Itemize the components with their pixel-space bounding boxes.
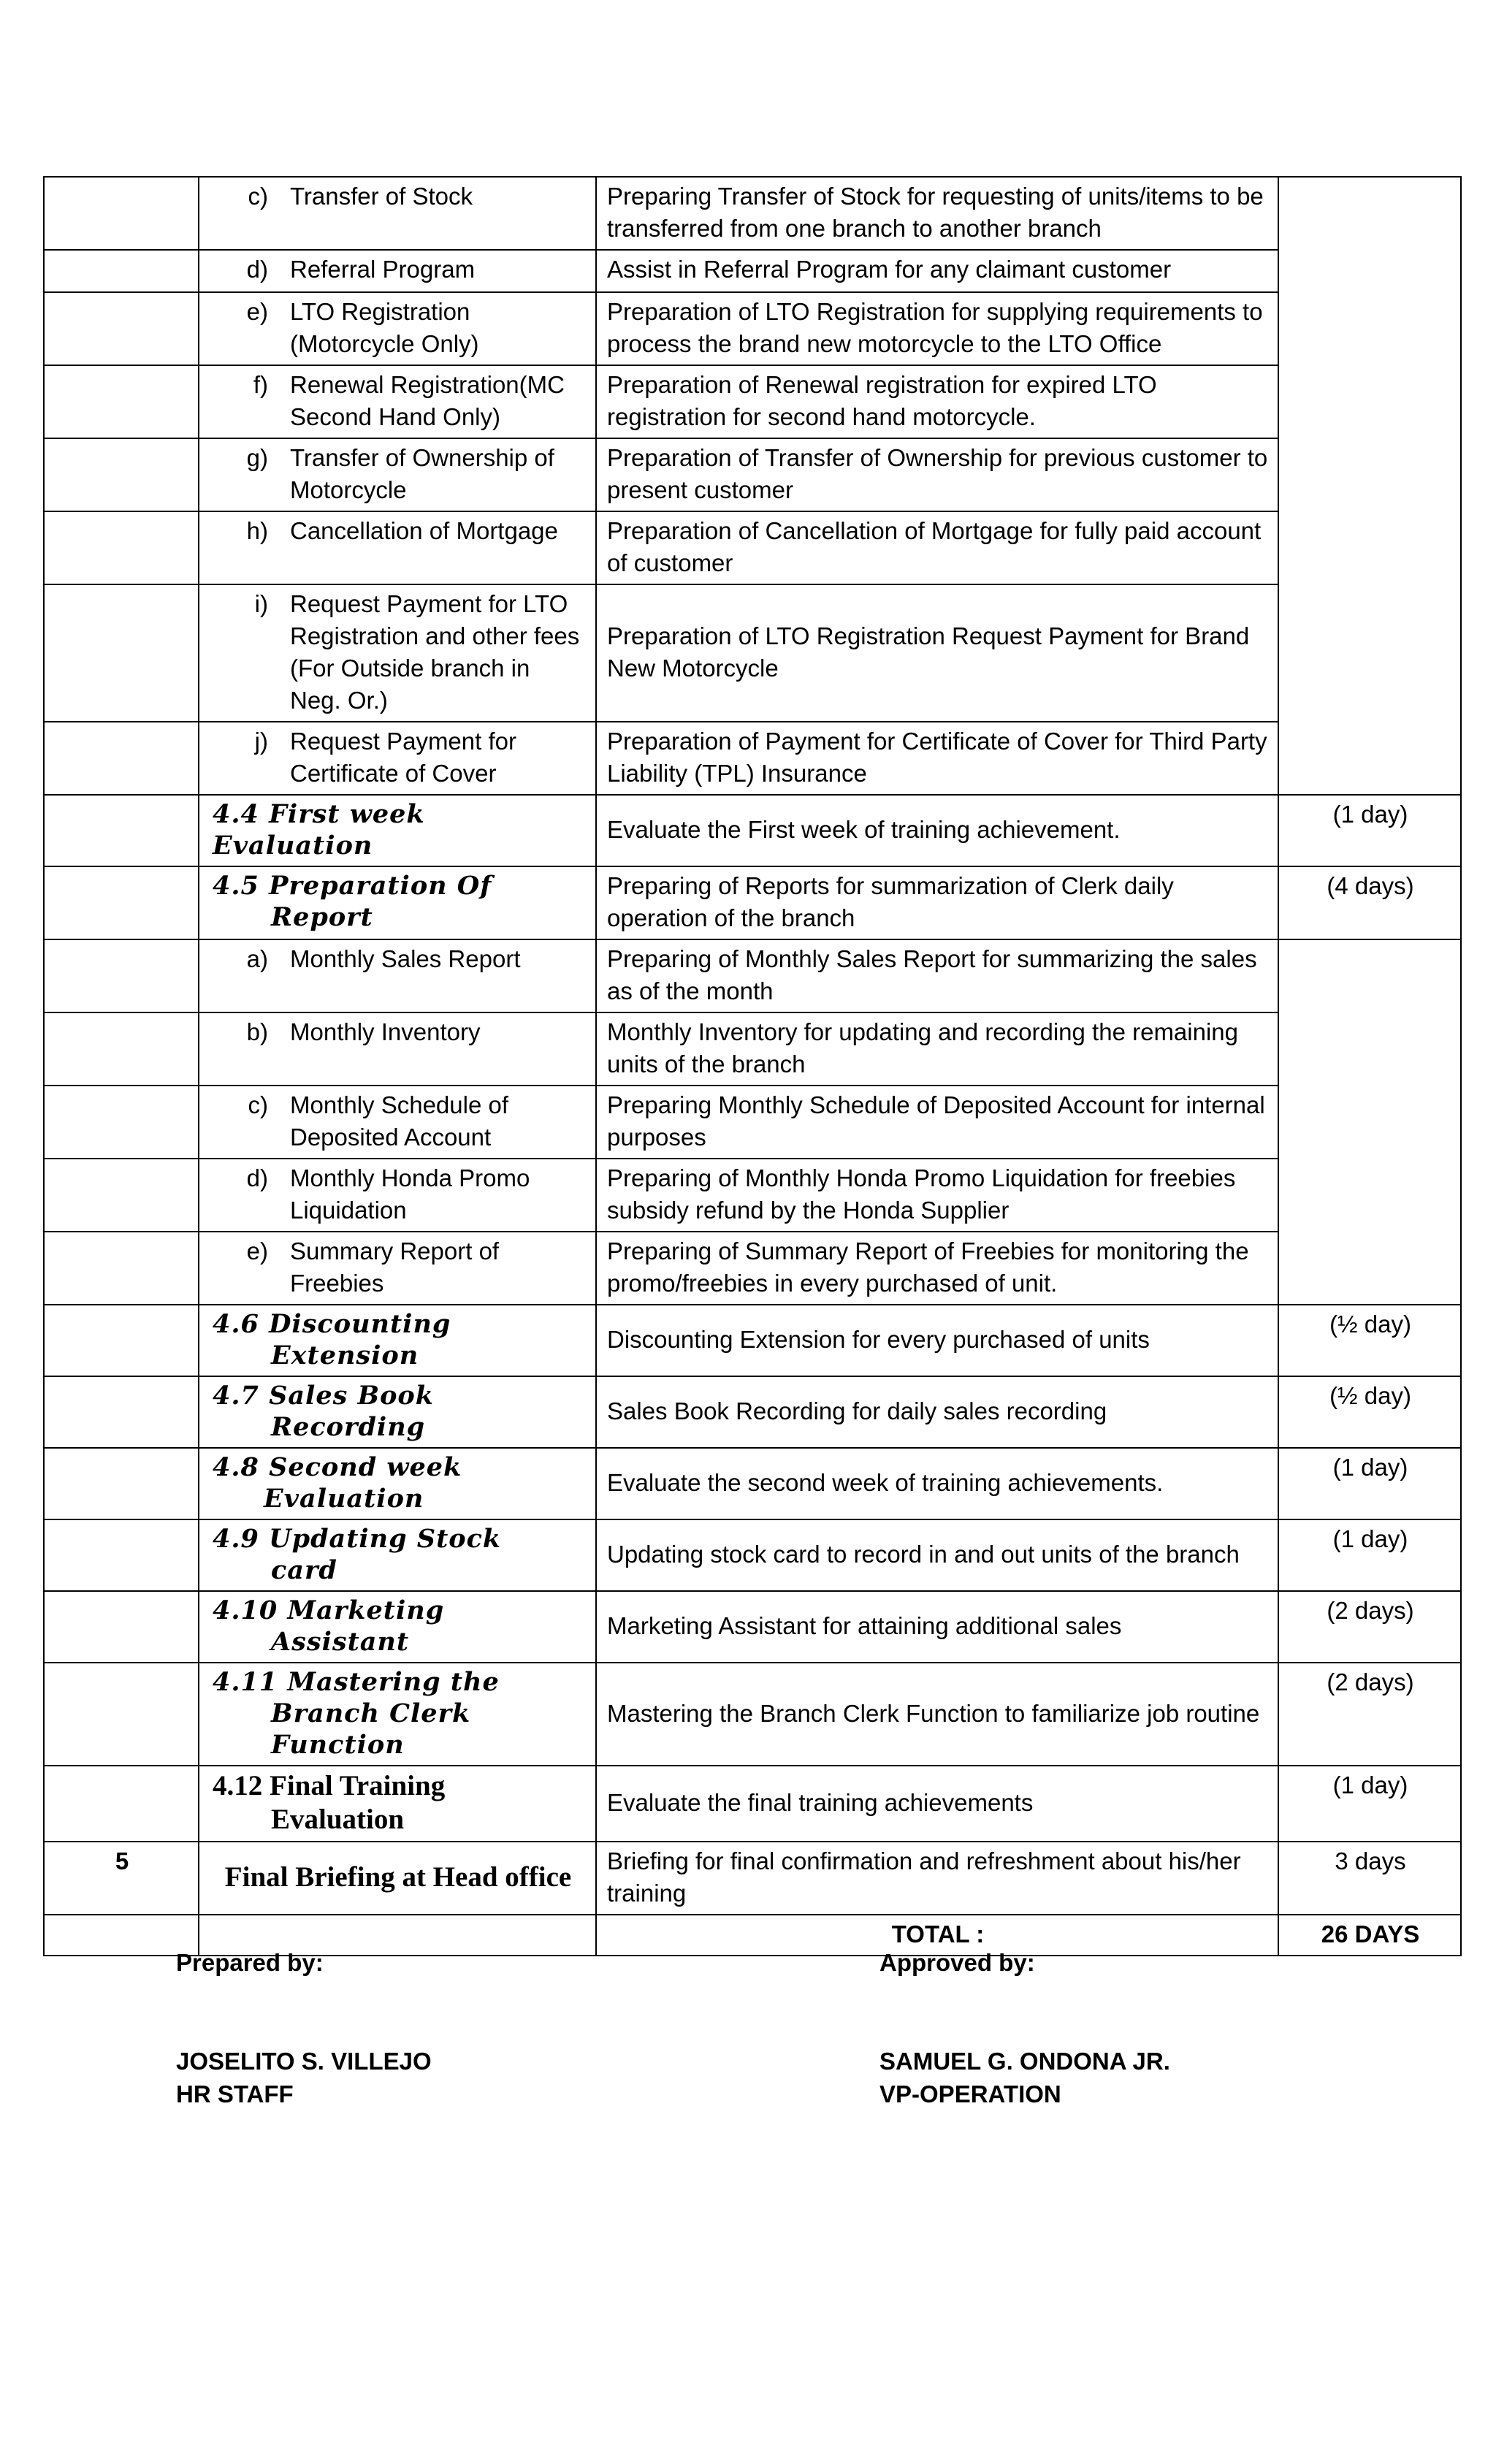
table-row bbox=[44, 1766, 1461, 1842]
description-cell: Preparing Transfer of Stock for requesting of units/items to be transferred from one branch to another branch bbox=[596, 177, 1278, 250]
activity-title: Monthly Sales Report bbox=[290, 945, 521, 972]
duration-cell: (½ day) bbox=[1278, 1305, 1461, 1376]
section-title: 4.8 Second week bbox=[213, 1452, 462, 1482]
approved-by-name: SAMUEL G. ONDONA JR. bbox=[879, 2048, 1170, 2075]
row-number-cell bbox=[44, 1519, 199, 1591]
description-cell: Preparation of Payment for Certificate of Cover for Third Party Liability (TPL) Insurance bbox=[596, 722, 1278, 795]
item-letter: j) bbox=[254, 728, 268, 755]
description-cell: Preparation of Renewal registration for expired LTO registration for second hand motorcycle. bbox=[596, 365, 1278, 438]
description-cell: Evaluate the second week of training achievements. bbox=[596, 1448, 1278, 1519]
section-title: 4.9 Updating Stock bbox=[213, 1524, 502, 1554]
section-title: 4.4 First week Evaluation bbox=[213, 799, 425, 861]
row-number-cell bbox=[44, 1766, 199, 1842]
description-cell: Evaluate the final training achievements bbox=[596, 1766, 1278, 1842]
table-row bbox=[44, 438, 1461, 511]
table-row bbox=[44, 292, 1461, 365]
duration-cell: (1 day) bbox=[1278, 795, 1461, 866]
item-letter: h) bbox=[246, 517, 268, 544]
section-title: 4.12 Final Training bbox=[213, 1770, 446, 1801]
row-number-cell: 5 bbox=[44, 1842, 199, 1915]
duration-cell: (1 day) bbox=[1278, 1448, 1461, 1519]
activity-title: Transfer of Ownership of Motorcycle bbox=[290, 444, 554, 503]
description-cell: Updating stock card to record in and out units of the branch bbox=[596, 1519, 1278, 1591]
activity-title: Transfer of Stock bbox=[290, 183, 473, 210]
approved-by-label: Approved by: bbox=[879, 1949, 1035, 1976]
table-row bbox=[44, 1232, 1461, 1305]
description-cell: Preparing of Summary Report of Freebies for monitoring the promo/freebies in every purchased of unit. bbox=[596, 1232, 1278, 1305]
activity-cell bbox=[199, 1232, 596, 1305]
section-title-continued: Assistant bbox=[271, 1627, 410, 1657]
description-cell: Assist in Referral Program for any claimant customer bbox=[596, 250, 1278, 292]
row-number-cell bbox=[44, 1232, 199, 1305]
section-title-continued: Extension bbox=[271, 1340, 419, 1370]
total-value: 26 DAYS bbox=[1278, 1915, 1461, 1956]
section-title: 4.10 Marketing bbox=[213, 1595, 445, 1625]
section-title-continued: card bbox=[271, 1555, 337, 1585]
item-letter: d) bbox=[246, 256, 268, 283]
row-number-cell bbox=[44, 1591, 199, 1663]
activity-cell bbox=[199, 177, 596, 250]
section-title: 4.11 Mastering the bbox=[213, 1667, 500, 1697]
row-number-cell bbox=[44, 1159, 199, 1232]
row-number-cell bbox=[44, 795, 199, 866]
row-number-cell bbox=[44, 511, 199, 584]
item-letter: f) bbox=[253, 371, 268, 398]
training-schedule-table bbox=[43, 176, 1462, 1956]
description-cell: Marketing Assistant for attaining additional sales bbox=[596, 1591, 1278, 1663]
table-row bbox=[44, 365, 1461, 438]
description-cell: Preparing of Reports for summarization of Clerk daily operation of the branch bbox=[596, 866, 1278, 939]
activity-cell bbox=[199, 1663, 596, 1766]
activity-cell bbox=[199, 1305, 596, 1376]
row-number-cell bbox=[44, 1448, 199, 1519]
item-letter: c) bbox=[248, 183, 268, 210]
section-title: Final Briefing at Head office bbox=[224, 1861, 572, 1893]
duration-cell: 3 days bbox=[1278, 1842, 1461, 1915]
row-number-cell bbox=[44, 292, 199, 365]
activity-cell bbox=[199, 722, 596, 795]
activity-cell bbox=[199, 365, 596, 438]
table-row bbox=[44, 1663, 1461, 1766]
table-row bbox=[44, 1159, 1461, 1232]
item-letter: i) bbox=[254, 590, 268, 617]
activity-cell bbox=[199, 1766, 596, 1842]
section-title-continued: Branch Clerk bbox=[271, 1698, 471, 1728]
table-row bbox=[44, 1591, 1461, 1663]
description-cell: Monthly Inventory for updating and recording the remaining units of the branch bbox=[596, 1012, 1278, 1086]
row-number-cell bbox=[44, 177, 199, 250]
description-cell: Mastering the Branch Clerk Function to familiarize job routine bbox=[596, 1663, 1278, 1766]
activity-title: Referral Program bbox=[290, 256, 476, 283]
duration-cell: (2 days) bbox=[1278, 1663, 1461, 1766]
duration-cell: (4 days) bbox=[1278, 866, 1461, 939]
section-title-continued: Report bbox=[271, 902, 373, 932]
activity-title: Monthly Schedule of Deposited Account bbox=[290, 1091, 509, 1151]
table-body bbox=[44, 177, 1461, 1956]
table-row bbox=[44, 177, 1461, 250]
row-number-cell bbox=[44, 1012, 199, 1086]
activity-cell bbox=[199, 866, 596, 939]
activity-cell bbox=[199, 511, 596, 584]
description-cell: Preparing of Monthly Honda Promo Liquidation for freebies subsidy refund by the Honda Supplier bbox=[596, 1159, 1278, 1232]
duration-cell: (1 day) bbox=[1278, 1519, 1461, 1591]
activity-title: Cancellation of Mortgage bbox=[290, 517, 558, 544]
activity-cell bbox=[199, 939, 596, 1012]
row-number-cell bbox=[44, 1376, 199, 1448]
table-row bbox=[44, 1519, 1461, 1591]
activity-cell bbox=[199, 1448, 596, 1519]
row-number-cell bbox=[44, 250, 199, 292]
duration-cell: (2 days) bbox=[1278, 1591, 1461, 1663]
table-row bbox=[44, 1086, 1461, 1159]
table-row bbox=[44, 511, 1461, 584]
description-cell: Evaluate the First week of training achievement. bbox=[596, 795, 1278, 866]
section-title-continued: Evaluation bbox=[264, 1484, 424, 1514]
table-row bbox=[44, 722, 1461, 795]
activity-cell bbox=[199, 1159, 596, 1232]
activity-cell bbox=[199, 1012, 596, 1086]
table-row bbox=[44, 1448, 1461, 1519]
activity-title: Monthly Honda Promo Liquidation bbox=[290, 1164, 530, 1224]
table-row bbox=[44, 1012, 1461, 1086]
section-title-continued: Evaluation bbox=[271, 1804, 405, 1835]
activity-cell bbox=[199, 584, 596, 722]
approved-by-title: VP-OPERATION bbox=[879, 2080, 1061, 2108]
activity-title: Request Payment for LTO Registration and other fees (For Outside branch in Neg. Or.) bbox=[290, 590, 580, 714]
row-number-cell bbox=[44, 584, 199, 722]
row-number-cell bbox=[44, 438, 199, 511]
activity-cell bbox=[199, 292, 596, 365]
row-number-cell bbox=[44, 939, 199, 1012]
prepared-by-title: HR STAFF bbox=[176, 2080, 294, 2108]
activity-title: LTO Registration (Motorcycle Only) bbox=[290, 298, 479, 357]
activity-cell bbox=[199, 1842, 596, 1915]
activity-cell bbox=[199, 1376, 596, 1448]
row-number-cell bbox=[44, 1086, 199, 1159]
table-row bbox=[44, 1842, 1461, 1915]
table-row bbox=[44, 584, 1461, 722]
table-row bbox=[44, 1305, 1461, 1376]
item-letter: g) bbox=[246, 444, 268, 471]
description-cell: Preparation of LTO Registration for supplying requirements to process the brand new motorcycle to the LTO Office bbox=[596, 292, 1278, 365]
section-title: 4.7 Sales Book bbox=[213, 1381, 435, 1411]
description-cell: Preparation of Transfer of Ownership for previous customer to present customer bbox=[596, 438, 1278, 511]
table-row bbox=[44, 866, 1461, 939]
item-letter: d) bbox=[246, 1164, 268, 1191]
description-cell: Preparation of Cancellation of Mortgage for fully paid account of customer bbox=[596, 511, 1278, 584]
activity-title: Monthly Inventory bbox=[290, 1018, 481, 1045]
section-title: 4.6 Discounting bbox=[213, 1309, 451, 1339]
description-cell: Preparation of LTO Registration Request Payment for Brand New Motorcycle bbox=[596, 584, 1278, 722]
row-number-cell bbox=[44, 866, 199, 939]
table-row bbox=[44, 795, 1461, 866]
activity-cell bbox=[199, 438, 596, 511]
row-number-cell bbox=[44, 365, 199, 438]
activity-cell bbox=[199, 1591, 596, 1663]
item-letter: e) bbox=[246, 1237, 268, 1265]
description-cell: Preparing Monthly Schedule of Deposited Account for internal purposes bbox=[596, 1086, 1278, 1159]
description-cell: Discounting Extension for every purchased of units bbox=[596, 1305, 1278, 1376]
activity-cell bbox=[199, 1086, 596, 1159]
duration-cell: (½ day) bbox=[1278, 1376, 1461, 1448]
activity-title: Request Payment for Certificate of Cover bbox=[290, 728, 516, 787]
duration-cell bbox=[1278, 177, 1461, 795]
activity-title: Summary Report of Freebies bbox=[290, 1237, 500, 1297]
table-row bbox=[44, 1376, 1461, 1448]
activity-title: Renewal Registration(MC Second Hand Only) bbox=[290, 371, 565, 430]
activity-cell bbox=[199, 1519, 596, 1591]
item-letter: b) bbox=[246, 1018, 268, 1045]
prepared-by-label: Prepared by: bbox=[176, 1949, 324, 1976]
description-cell: Preparing of Monthly Sales Report for summarizing the sales as of the month bbox=[596, 939, 1278, 1012]
activity-cell bbox=[199, 250, 596, 292]
section-title: 4.5 Preparation Of bbox=[213, 871, 492, 901]
item-letter: c) bbox=[248, 1091, 268, 1118]
section-title-continued: Recording bbox=[271, 1412, 426, 1442]
activity-cell bbox=[199, 795, 596, 866]
description-cell: Briefing for final confirmation and refreshment about his/her training bbox=[596, 1842, 1278, 1915]
section-title-continued: Function bbox=[271, 1730, 405, 1760]
duration-cell bbox=[1278, 939, 1461, 1305]
prepared-by-name: JOSELITO S. VILLEJO bbox=[176, 2048, 432, 2075]
duration-cell: (1 day) bbox=[1278, 1766, 1461, 1842]
total-label: TOTAL : bbox=[596, 1915, 1278, 1956]
row-number-cell bbox=[44, 1305, 199, 1376]
item-letter: e) bbox=[246, 298, 268, 325]
description-cell: Sales Book Recording for daily sales recording bbox=[596, 1376, 1278, 1448]
row-number-cell bbox=[44, 1663, 199, 1766]
table-row bbox=[44, 939, 1461, 1012]
item-letter: a) bbox=[246, 945, 268, 972]
row-number-cell bbox=[44, 722, 199, 795]
table-row bbox=[44, 250, 1461, 292]
